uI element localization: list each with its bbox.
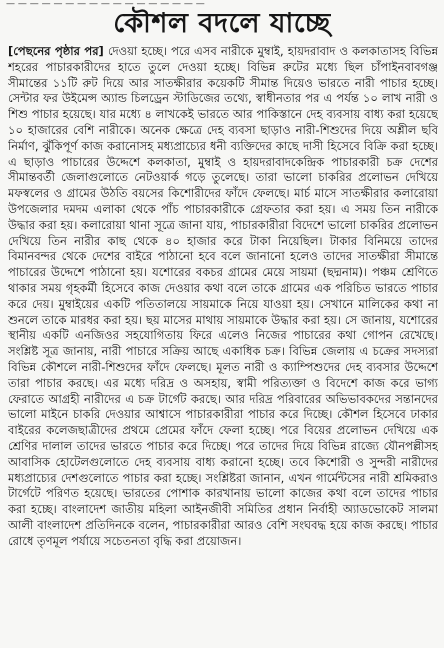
article-paragraph [8,44,438,550]
article-headline: কৌশল বদলে যাচ্ছে [113,8,331,39]
article-text: দেওয়া হচ্ছে। পরে এসব নারীকে মুম্বাই, হায়দরাবাদ ও কলকাতাসহ বিভিন্ন শহরের পাচারকারীদের হাতে তুলে দেওয়া হচ্ছে। বিভিন্ন রুটের মধ্যে ছিল চাঁপাইনবাবগঞ্জ সীমান্তের ১১টি রুট দিয়ে আর সাতক্ষীরার কয়েকটি সীমান্ত দিয়েও ভারতে নারী পাচার হচ্ছে। সেন্টার ফর উইমেন্স অ্যান্ড চিলড্রেন স্টাডিজের তথ্যে, স্বাধীনতার পর এ পর্যন্ত ১০ লাখ নারী ও শিশু পাচার হয়েছে। যার মধ্যে ৪ লাখকেই ভারতে আর পাকিস্তানে দেহ ব্যবসায় বাধ্য করা হয়েছে ১০ হাজারের বেশি নারীকে। অনেক ক্ষেত্রে দেহ ব্যবসা ছাড়াও নারী-শিশুদের দিয়ে অশ্লীল ছবি নির্মাণ, ঝুঁকিপূর্ণ কাজ করানোসহ মধ্যপ্রাচ্যের ধনী ব্যক্তিদের কাছে দাসী হিসেবে বিক্রি করা হচ্ছে। এ ছাড়াও পাচারের উদ্দেশে কলকাতা, মুম্বাই ও হায়দরাবাদকেন্দ্রিক পাচারকারী চক্র দেশের সীমান্তবর্তী জেলাগুলোতে নেটওয়ার্ক গড়ে তুলেছে। তারা ভালো চাকরির প্রলোভন দেখিয়ে মফস্বলের ও গ্রামের উঠতি বয়সের কিশোরীদের ফাঁদে ফেলছে। মার্চ মাসে সাতক্ষীরার কলারোয়া উপজেলার দমদম এলাকা থেকে পাঁচ পাচারকারীকে গ্রেফতার করা হয়। এ সময় তিন নারীকে উদ্ধার করা হয়। কলারোয়া থানা সূত্রে জানা যায়, পাচারকারীরা বিদেশে ভালো চাকরির প্রলোভন দেখিয়ে তিন নারীর কাছ থেকে ৪০ হাজার করে টাকা নিয়েছিল। টাকার বিনিময়ে তাদের বিমানবন্দর থেকে দেশের বাইরে পাঠানো হবে বলে জানানো হলেও তাদের সাতক্ষীরা সীমান্তে পাচারের উদ্দেশে পাঠানো হয়। যশোরের বকচর গ্রামের মেয়ে সায়মা (ছদ্মনাম)। পঞ্চম শ্রেণিতে থাকার সময় গৃহকর্মী হিসেবে কাজ দেওয়ার কথা বলে তাকে গ্রামের এক পরিচিত ভারতে পাচার করে দেয়। মুম্বাইয়ের একটি পতিতালয়ে সায়মাকে নিয়ে যাওয়া হয়। সেখানে মালিকের কথা না শুনলে তাকে মারধর করা হয়। ছয় মাসের মাথায় সায়মাকে উদ্ধার করা হয়। সে জানায়, যশোরের স্থানীয় একটি এনজিওর সহযোগিতায় ফিরে এলেও নিজের পাচারের কথা গোপন রেখেছে। সংশ্লিষ্ট সূত্র জানায়, নারী পাচারে সক্রিয় আছে একাধিক চক্র। বিভিন্ন জেলায় এ চক্রের সদস্যরা বিভিন্ন কৌশলে নারী-শিশুদের ফাঁদে ফেলছে। মূলত নারী ও ক্যাম্পিশুদের দেহ ব্যবসার উদ্দেশে তারা পাচার করছে। এর মধ্যে দরিদ্র ও অসহায়, স্বামী পরিত্যক্তা ও বিদেশে কাজ করে ভাগ্য ফেরাতে আগ্রহী নারীদের এ চক্র টার্গেট করছে। আর দরিদ্র পরিবারের অভিভাবকদের সন্তানদের ভালো মাইনে চাকরি দেওয়ার আশ্বাসে পাচারকারীরা পাচার করে দিচ্ছে। কৌশল হিসেবে ঢাকার বাইরের কলেজছাত্রীদের প্রথমে প্রেমের ফাঁদে ফেলা হচ্ছে। পরে বিয়ের প্রলোভন দেখিয়ে এক শ্রেণির দালাল তাদের ভারতে পাচার করে দিচ্ছে। পরে তাদের দিয়ে বিভিন্ন রাজ্যে যৌনপল্লীসহ আবাসিক হোটেলগুলোতে দেহ ব্যবসায় বাধ্য করানো হচ্ছে। তবে কিশোরী ও সুন্দরী নারীদের মধ্যপ্রাচ্যের দেশগুলোতে পাচার করা হচ্ছে। সংশ্লিষ্টরা জানান, এখন গার্মেন্টসের নারী শ্রমিকরাও টার্গেটে পরিণত হয়েছে। ভারতের পোশাক কারখানায় ভালো কাজের কথা বলে তাদের পাচার করা হচ্ছে। বাংলাদেশ জাতীয় মহিলা আইনজীবী সমিতির প্রধান নির্বাহী অ্যাডভোকেট সালমা আলী বাংলাদেশ প্রতিদিনকে বলেন, পাচারকারীরা আরও বেশি সংঘবদ্ধ হয়ে কাজ করছে। পাচার রোধে তৃণমূল পর্যায়ে সচেতনতা বৃদ্ধি করা প্রয়োজন। [8,44,438,548]
continued-from-label: [পেছনের পৃষ্ঠার পর] [8,44,104,58]
article-body [8,44,438,644]
clipped-header-line: — — — — — — — — — — — — — — — — — [6,0,205,8]
